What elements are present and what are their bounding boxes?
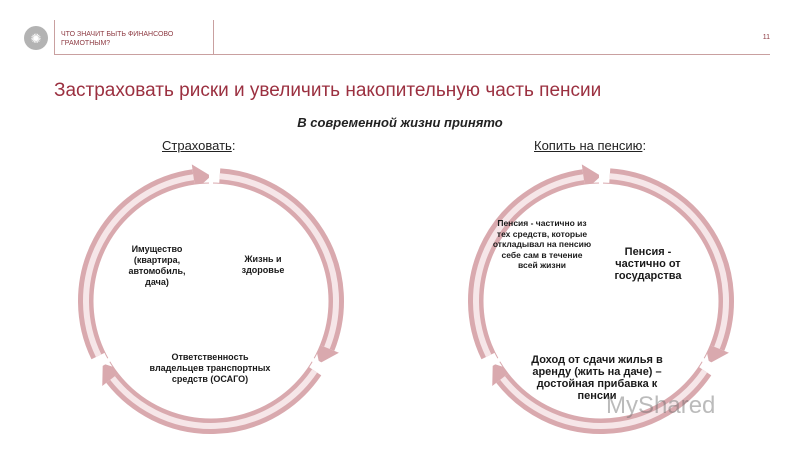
left-cycle-diagram — [86, 164, 339, 426]
left-heading-text: Страховать — [162, 138, 232, 153]
header-title: ЧТО ЗНАЧИТ БЫТЬ ФИНАНСОВО ГРАМОТНЫМ? — [61, 31, 174, 47]
left-segment-1: Жизнь и здоровье — [241, 254, 285, 275]
watermark: MyShared — [606, 392, 716, 419]
page-number: 11 — [762, 34, 770, 41]
right-heading-text: Копить на пенсию — [534, 138, 643, 153]
emblem-icon: ✺ — [24, 26, 48, 50]
right-heading: Копить на пенсию: — [534, 138, 647, 153]
right-segment-3: Пенсия - частично из тех средств, которые откладывал на пенсию себе сам в течение всей жизни — [492, 218, 592, 270]
page-title: Застраховать риски и увеличить накопительную часть пенсии — [54, 80, 602, 101]
left-segment-2: Ответственность владельцев транспортных средств (ОСАГО) — [149, 352, 271, 384]
right-segment-2: Доход от сдачи жилья в аренду (жить на даче) – достойная прибавка к пенсии — [531, 354, 663, 402]
page-subtitle: В современной жизни принято — [297, 115, 503, 130]
left-segment-3: Имущество (квартира, автомобиль, дача) — [128, 244, 186, 287]
left-heading: Страховать: — [162, 138, 236, 153]
right-segment-1: Пенсия - частично от государства — [614, 246, 682, 282]
